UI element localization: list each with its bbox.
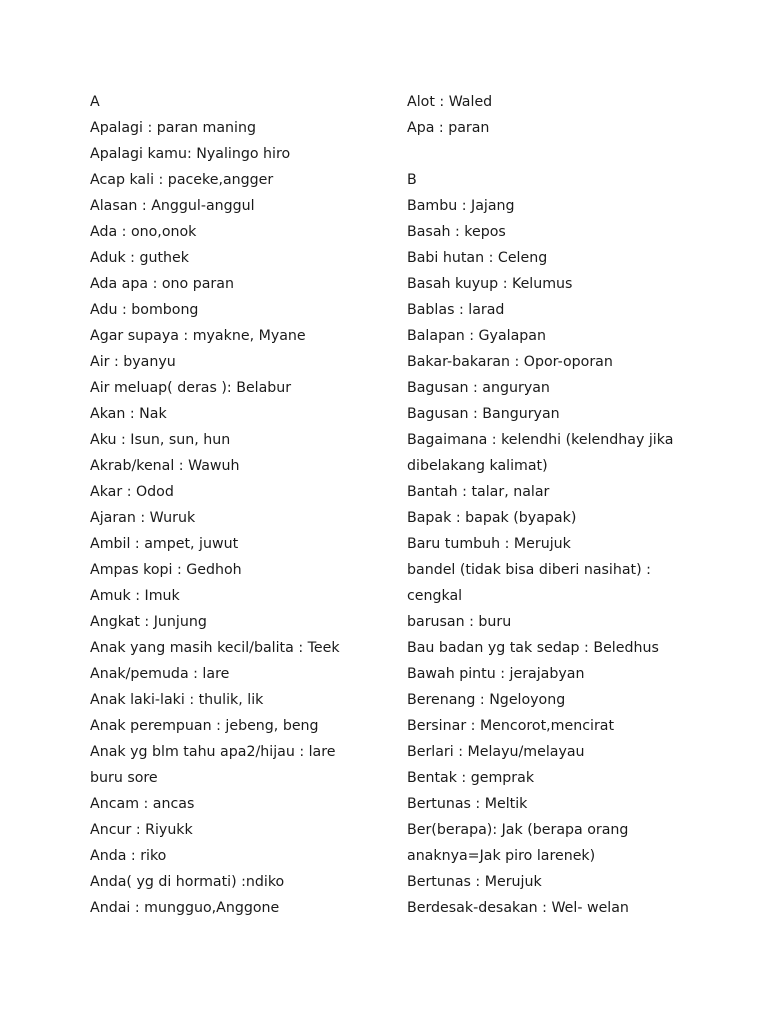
dictionary-entry: Bablas : larad — [407, 302, 505, 318]
dictionary-entry: Babi hutan : Celeng — [407, 250, 548, 266]
dictionary-entry: Anak laki-laki : thulik, lik — [90, 692, 264, 708]
dictionary-entry: Bagusan : Banguryan — [407, 406, 560, 422]
dictionary-entry: Anak perempuan : jebeng, beng — [90, 718, 319, 734]
dictionary-entry: Bagusan : anguryan — [407, 380, 550, 396]
dictionary-entry: Bambu : Jajang — [407, 198, 515, 214]
dictionary-entry: Aku : Isun, sun, hun — [90, 432, 231, 448]
dictionary-entry: bandel (tidak bisa diberi nasihat) : — [407, 562, 651, 578]
dictionary-entry: Bawah pintu : jerajabyan — [407, 666, 585, 682]
dictionary-entry: dibelakang kalimat) — [407, 458, 548, 474]
dictionary-entry: Acap kali : paceke,angger — [90, 172, 274, 188]
dictionary-entry: A — [90, 94, 100, 110]
dictionary-entry: Amuk : Imuk — [90, 588, 180, 604]
dictionary-entry: buru sore — [90, 770, 158, 786]
dictionary-entry: Agar supaya : myakne, Myane — [90, 328, 306, 344]
dictionary-entry: barusan : buru — [407, 614, 512, 630]
dictionary-entry: Anda( yg di hormati) :ndiko — [90, 874, 285, 890]
dictionary-entry: Alot : Waled — [407, 94, 493, 110]
dictionary-entry: Aduk : guthek — [90, 250, 189, 266]
dictionary-entry: Bau badan yg tak sedap : Beledhus — [407, 640, 659, 656]
dictionary-entry: B — [407, 172, 417, 188]
dictionary-entry: Anak yang masih kecil/balita : Teek — [90, 640, 340, 656]
dictionary-entry: cengkal — [407, 588, 463, 604]
dictionary-entry: Apa : paran — [407, 120, 490, 136]
dictionary-entry: Anak yg blm tahu apa2/hijau : lare — [90, 744, 336, 760]
dictionary-entry: Ambil : ampet, juwut — [90, 536, 239, 552]
right-column — [407, 89, 687, 921]
dictionary-entry: Bagaimana : kelendhi (kelendhay jika — [407, 432, 674, 448]
dictionary-entry: Akar : Odod — [90, 484, 174, 500]
left-column — [90, 89, 390, 921]
dictionary-entry: Anak/pemuda : lare — [90, 666, 230, 682]
blank-line — [407, 141, 687, 167]
dictionary-entry: Baru tumbuh : Merujuk — [407, 536, 571, 552]
dictionary-entry: Ancam : ancas — [90, 796, 195, 812]
dictionary-entry: Berenang : Ngeloyong — [407, 692, 566, 708]
dictionary-entry: Adu : bombong — [90, 302, 199, 318]
dictionary-entry: Balapan : Gyalapan — [407, 328, 546, 344]
dictionary-entry: Bentak : gemprak — [407, 770, 535, 786]
dictionary-entry: Akan : Nak — [90, 406, 167, 422]
dictionary-entry: anaknya=Jak piro larenek) — [407, 848, 596, 864]
dictionary-entry: Ada apa : ono paran — [90, 276, 234, 292]
dictionary-entry: Alasan : Anggul-anggul — [90, 198, 255, 214]
dictionary-entry: Apalagi kamu: Nyalingo hiro — [90, 146, 291, 162]
dictionary-entry: Bapak : bapak (byapak) — [407, 510, 577, 526]
dictionary-entry: Akrab/kenal : Wawuh — [90, 458, 240, 474]
dictionary-entry: Basah : kepos — [407, 224, 506, 240]
dictionary-entry: Ancur : Riyukk — [90, 822, 193, 838]
dictionary-entry: Bertunas : Merujuk — [407, 874, 542, 890]
dictionary-entry: Angkat : Junjung — [90, 614, 207, 630]
dictionary-entry: Ber(berapa): Jak (berapa orang — [407, 822, 629, 838]
dictionary-entry: Air : byanyu — [90, 354, 176, 370]
dictionary-entry: Apalagi : paran maning — [90, 120, 256, 136]
dictionary-entry: Bertunas : Meltik — [407, 796, 528, 812]
dictionary-entry: Ajaran : Wuruk — [90, 510, 196, 526]
dictionary-entry: Ampas kopi : Gedhoh — [90, 562, 242, 578]
dictionary-entry: Air meluap( deras ): Belabur — [90, 380, 292, 396]
dictionary-entry: Bersinar : Mencorot,mencirat — [407, 718, 615, 734]
dictionary-entry: Berlari : Melayu/melayau — [407, 744, 585, 760]
dictionary-entry: Berdesak-desakan : Wel- welan — [407, 900, 629, 916]
dictionary-entry: Anda : riko — [90, 848, 167, 864]
dictionary-entry: Ada : ono,onok — [90, 224, 197, 240]
dictionary-entry: Bakar-bakaran : Opor-oporan — [407, 354, 613, 370]
dictionary-entry: Basah kuyup : Kelumus — [407, 276, 573, 292]
dictionary-entry: Bantah : talar, nalar — [407, 484, 550, 500]
dictionary-entry: Andai : mungguo,Anggone — [90, 900, 280, 916]
